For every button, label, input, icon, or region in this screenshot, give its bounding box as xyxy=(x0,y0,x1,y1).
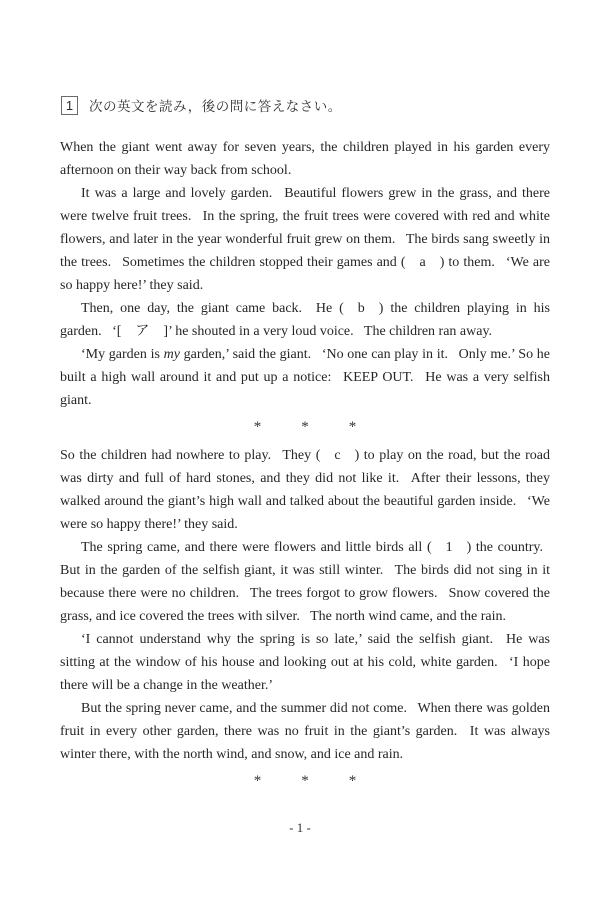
instruction-text: 次の英文を読み，後の問に答えなさい。 xyxy=(89,99,342,114)
section-separator xyxy=(60,416,550,439)
page-number: - 1 - xyxy=(289,820,311,835)
paragraph-4-post: garden,’ said the giant. ‘No one can play in it. Only me.’ So he built a high wall around it and put up a notice: KEEP OUT. He was a very selfish giant. xyxy=(60,347,550,408)
paragraph-4 xyxy=(60,343,550,412)
paragraph-2: It was a large and lovely garden. Beautiful flowers grew in the grass, and there were twelve fruit trees. In the spring, the fruit trees were covered with red and white flowers, and later in the year wonderful fruit grew on them. The birds sang sweetly in the trees. Sometimes the children stopped their games and ( a ) to them. ‘We are so happy here!’ they said. xyxy=(60,186,550,293)
paragraph-7: ‘I cannot understand why the spring is so late,’ said the selfish giant. He was sitting at the window of his house and looking out at his cold, white garden. ‘I hope there will be a change in the weather.’ xyxy=(60,632,550,693)
question-number-box: 1 xyxy=(61,96,78,115)
paragraph-4-italic-word: my xyxy=(163,347,180,362)
reading-passage xyxy=(60,136,550,798)
asterisk: * xyxy=(348,419,357,435)
paragraph-4-pre: ‘My garden is xyxy=(81,347,164,362)
asterisk: * xyxy=(301,773,309,789)
asterisk: * xyxy=(301,419,309,435)
section-separator xyxy=(60,770,550,793)
paragraph-1: When the giant went away for seven years, the children played in his garden every afternoon on their way back from school. xyxy=(60,140,550,178)
asterisk: * xyxy=(253,419,262,435)
asterisk: * xyxy=(253,773,262,789)
asterisk: * xyxy=(348,773,357,789)
paragraph-3: Then, one day, the giant came back. He ( b ) the children playing in his garden. ‘[ ア ]’ he shouted in a very loud voice. The children ran away. xyxy=(60,301,550,339)
question-header xyxy=(61,95,342,115)
paragraph-5: So the children had nowhere to play. They ( c ) to play on the road, but the road was dirty and full of hard stones, and they did not like it. After their lessons, they walked around the giant’s high wall and talked about the beautiful garden inside. ‘We were so happy there!’ they said. xyxy=(60,448,550,532)
paragraph-6: The spring came, and there were flowers and little birds all ( 1 ) the country. But in the garden of the selfish giant, it was still winter. The birds did not sing in it because there were no children. The trees forgot to grow flowers. Snow covered the grass, and ice covered the trees with silver. The north wind came, and the rain. xyxy=(60,540,550,624)
paragraph-8: But the spring never came, and the summer did not come. When there was golden fruit in every other garden, there was no fruit in the giant’s garden. It was always winter there, with the north wind, and snow, and ice and rain. xyxy=(60,701,550,762)
